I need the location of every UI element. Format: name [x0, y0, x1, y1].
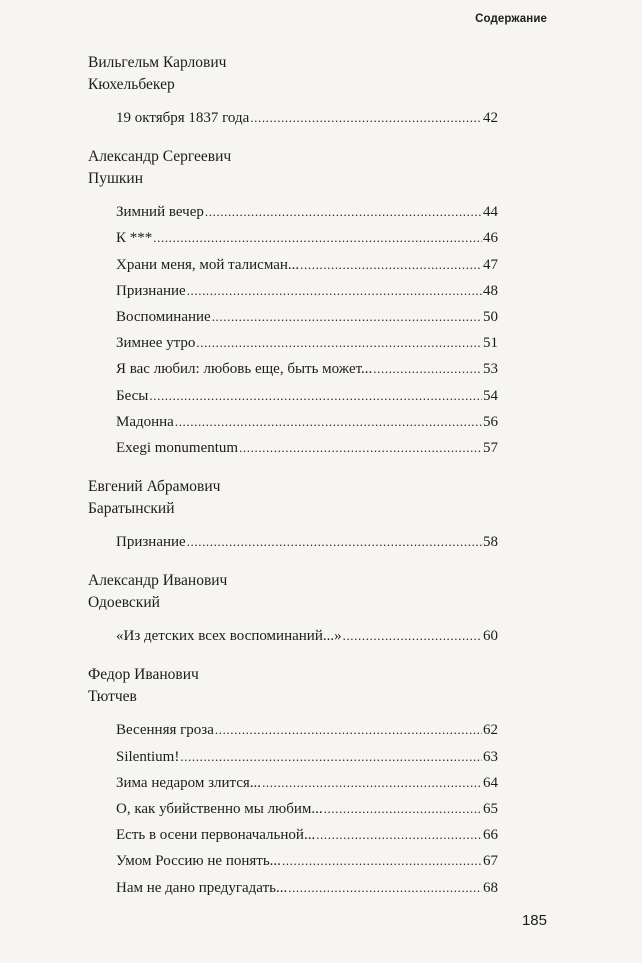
author-name-line: Кюхельбекер [88, 76, 175, 93]
dot-leader [205, 199, 482, 225]
entry-page-number: 67 [483, 853, 498, 870]
entry-title: Нам не дано предугадать... [116, 879, 288, 896]
toc-entry[interactable] [116, 409, 498, 435]
entry-title: Silentium! [116, 748, 180, 765]
entry-page-number: 66 [483, 827, 498, 844]
toc-entry[interactable] [116, 225, 498, 251]
toc-entry[interactable] [116, 744, 498, 770]
dot-leader [175, 409, 482, 435]
page-number: 185 [521, 912, 547, 929]
toc-entry[interactable] [116, 822, 498, 848]
dot-leader [262, 770, 482, 796]
dot-leader [373, 356, 482, 382]
entry-page-number: 57 [483, 439, 498, 456]
author-name-line: Тютчев [88, 688, 137, 706]
entry-page-number: 54 [483, 387, 498, 404]
entry-title: Мадонна [116, 413, 174, 430]
entry-title: К *** [116, 230, 153, 247]
author-section [88, 146, 498, 461]
toc-entry[interactable] [116, 796, 498, 822]
entry-page-number: 50 [483, 308, 498, 325]
dot-leader [212, 304, 482, 330]
entry-page-number: 58 [483, 534, 498, 551]
entry-title: Есть в осени первоначальной... [116, 827, 316, 844]
author-name-line: Вильгельм Карлович [88, 54, 227, 71]
toc-entry[interactable] [116, 252, 498, 278]
entry-title: Воспоминание [116, 308, 211, 325]
dot-leader [250, 105, 482, 131]
dot-leader [343, 623, 482, 649]
entry-title: Я вас любил: любовь еще, быть может... [116, 361, 373, 378]
entry-list [88, 105, 498, 131]
entry-title: Признание [116, 534, 186, 551]
toc-entry[interactable] [116, 383, 498, 409]
dot-leader [239, 435, 482, 461]
dot-leader [316, 822, 482, 848]
toc-entry[interactable] [116, 770, 498, 796]
dot-leader [288, 875, 482, 901]
toc-entry[interactable] [116, 304, 498, 330]
entry-list [88, 529, 498, 555]
dot-leader [187, 278, 482, 304]
entry-page-number: 51 [483, 335, 498, 352]
entry-page-number: 56 [483, 413, 498, 430]
dot-leader [187, 529, 482, 555]
author-name-line: Пушкин [88, 170, 143, 188]
toc-entry[interactable] [116, 529, 498, 555]
entry-title: Признание [116, 282, 186, 299]
author-name-line: Александр Иванович [88, 572, 228, 590]
author-name-line: Баратынский [88, 500, 175, 518]
toc-entry[interactable] [116, 356, 498, 382]
dot-leader [282, 848, 482, 874]
entry-title: О, как убийственно мы любим... [116, 801, 323, 817]
toc-entry[interactable] [116, 875, 498, 901]
dot-leader [324, 796, 482, 822]
entry-title: Весенняя гроза [116, 722, 214, 739]
running-head: Содержание [475, 13, 547, 25]
dot-leader [149, 383, 482, 409]
entry-page-number: 63 [483, 748, 498, 765]
toc-entry[interactable] [116, 278, 498, 304]
entry-page-number: 53 [483, 361, 498, 378]
entry-page-number: 44 [483, 204, 498, 221]
dot-leader [180, 744, 482, 770]
entry-title: Зима недаром злится... [116, 774, 262, 791]
entry-title: «Из детских всех воспоминаний...» [116, 628, 342, 645]
dot-leader [153, 225, 482, 251]
entry-title: Храни меня, мой талисман... [116, 256, 300, 273]
entry-list [88, 623, 498, 649]
entry-page-number: 47 [483, 256, 498, 273]
entry-page-number: 60 [483, 628, 498, 645]
entry-title: 19 октября 1837 года [116, 110, 250, 126]
author-section [88, 570, 498, 649]
entry-list [88, 717, 498, 900]
toc-entry[interactable] [116, 623, 498, 649]
entry-page-number: 65 [483, 801, 498, 817]
dot-leader [196, 330, 482, 356]
entry-title: Умом Россию не понять... [116, 853, 281, 870]
dot-leader [215, 717, 482, 743]
toc-entry[interactable] [116, 435, 498, 461]
author-section [88, 52, 498, 131]
author-name-line: Александр Сергеевич [88, 148, 232, 166]
toc-entry[interactable] [116, 199, 498, 225]
entry-title: Exegi monumentum [116, 439, 239, 456]
dot-leader [300, 252, 482, 278]
toc-entry[interactable] [116, 330, 498, 356]
entry-title: Зимний вечер [116, 204, 204, 221]
author-name-line: Евгений Абрамович [88, 478, 221, 496]
entry-page-number: 46 [483, 230, 498, 247]
toc-entry[interactable] [116, 105, 498, 131]
entry-title: Бесы [116, 387, 149, 404]
author-section [88, 476, 498, 555]
entry-page-number: 62 [483, 722, 498, 739]
entry-page-number: 68 [483, 879, 498, 896]
toc-entry[interactable] [116, 717, 498, 743]
table-of-contents [88, 52, 498, 916]
entry-page-number: 42 [483, 110, 498, 126]
entry-page-number: 48 [483, 282, 498, 299]
toc-entry[interactable] [116, 848, 498, 874]
author-name-line: Федор Иванович [88, 666, 199, 684]
author-name-line: Одоевский [88, 594, 160, 612]
entry-list [88, 199, 498, 461]
author-section [88, 664, 498, 900]
entry-title: Зимнее утро [116, 335, 196, 352]
entry-page-number: 64 [483, 774, 498, 791]
